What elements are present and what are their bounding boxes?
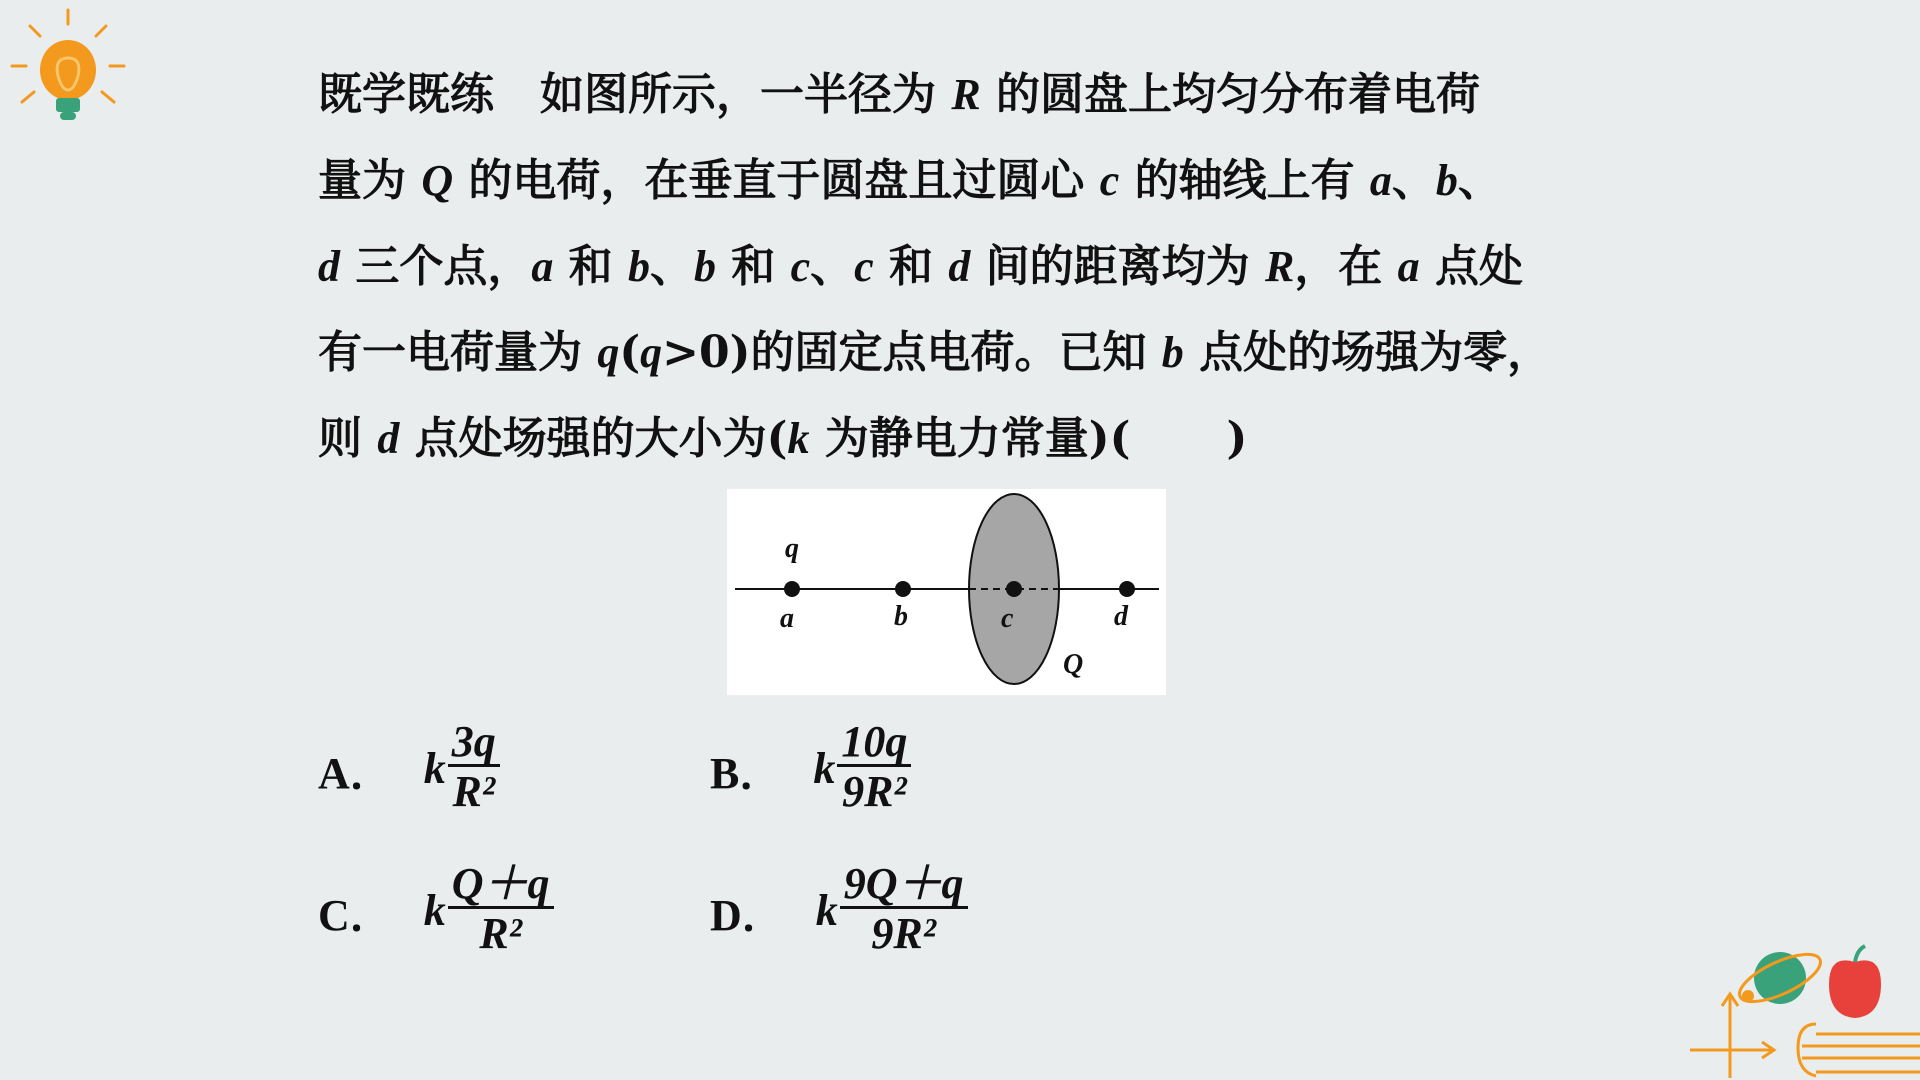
book-icon	[1798, 1024, 1920, 1076]
point-d-label: d	[1114, 601, 1128, 632]
problem-line-3: d 三个点，a 和 b、b 和 c、c 和 d 间的距离均为 R，在 a 点处	[318, 241, 1523, 292]
problem-line-2: 量为 Q 的电荷，在垂直于圆盘且过圆心 c 的轴线上有 a、b、	[318, 155, 1502, 206]
fraction: $\frac{Q+q}{\text{R²}}$	[448, 862, 554, 959]
option-b[interactable]: B． k $\frac{10q}{\text{9R²}}$	[710, 720, 911, 817]
point-b-dot	[895, 581, 911, 597]
problem-line-4: 有一电荷量为 q(q>0)的固定点电荷。已知 b 点处的场强为零，	[318, 327, 1552, 378]
charge-q-label: q	[785, 533, 799, 564]
apple-icon	[1829, 946, 1881, 1018]
axes-icon	[1690, 994, 1774, 1078]
point-b-label: b	[894, 601, 908, 632]
disk-charge-label: Q	[1063, 649, 1084, 680]
problem-line-1: 既学既练 如图所示，一半径为 R 的圆盘上均匀分布着电荷	[318, 69, 1481, 120]
physics-figure	[727, 489, 1166, 695]
option-a[interactable]: A． k $\frac{3q}{\text{R²}}$	[318, 720, 500, 817]
fraction: $\frac{9Q+q}{\text{9R²}}$	[840, 862, 968, 959]
answer-options	[318, 717, 1218, 990]
lightbulb-icon	[8, 6, 128, 130]
fraction: $\frac{10q}{\text{9R²}}$	[837, 720, 911, 817]
section-heading: 既学既练	[318, 69, 494, 120]
planet-icon	[1733, 945, 1826, 1011]
decoration-cluster	[1690, 940, 1920, 1080]
problem-text	[318, 52, 1580, 482]
problem-line-5: 则 d 点处场强的大小为(k 为静电力常量)( )	[318, 413, 1248, 464]
point-a-dot	[784, 581, 800, 597]
point-d-dot	[1119, 581, 1135, 597]
fraction: $\frac{3q}{\text{R²}}$	[448, 720, 500, 817]
option-c[interactable]: C． k $\frac{Q+q}{\text{R²}}$	[318, 862, 554, 959]
option-d[interactable]: D． k $\frac{9Q+q}{\text{9R²}}$	[710, 862, 968, 959]
point-a-label: a	[780, 603, 794, 634]
point-c-label: c	[1001, 603, 1014, 634]
point-c-dot	[1006, 581, 1022, 597]
